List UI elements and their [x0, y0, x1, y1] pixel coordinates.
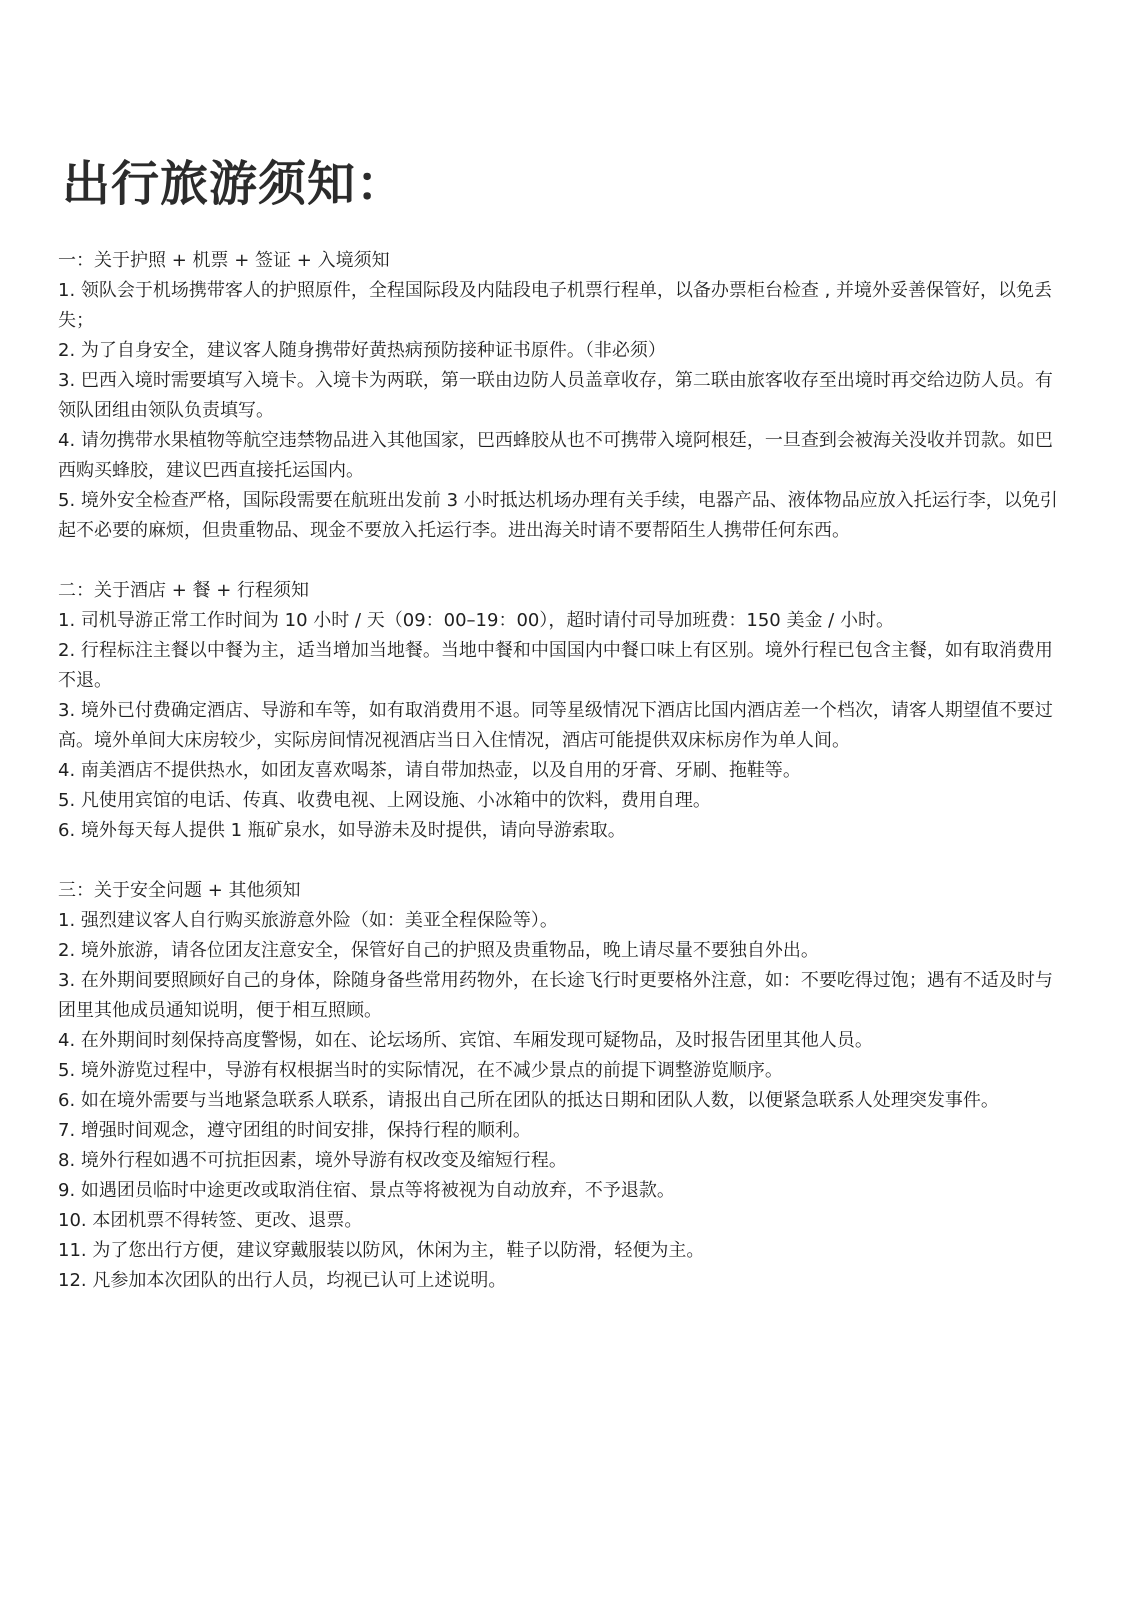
list-item: 1. 司机导游正常工作时间为 10 小时 / 天（09：00–19：00），超时请付司导加班费：150 美金 / 小时。	[58, 610, 894, 631]
list-item: 3. 在外期间要照顾好自己的身体，除随身备些常用药物外，在长途飞行时更要格外注意，如：不要吃得过饱；遇有不适及时与团里其他成员通知说明，便于相互照顾。	[58, 970, 1053, 1021]
section-heading: 二：关于酒店 + 餐 + 行程须知	[58, 580, 310, 601]
section-passport-ticket-visa	[58, 246, 1068, 546]
list-item: 7. 增强时间观念，遵守团组的时间安排，保持行程的顺利。	[58, 1120, 531, 1141]
notice-content	[58, 246, 1068, 1326]
list-item: 8. 境外行程如遇不可抗拒因素，境外导游有权改变及缩短行程。	[58, 1150, 567, 1171]
page-title: 出行旅游须知：	[62, 156, 406, 212]
section-heading: 一：关于护照 + 机票 + 签证 + 入境须知	[58, 250, 390, 271]
section-safety-other	[58, 876, 1068, 1296]
list-item: 4. 请勿携带水果植物等航空违禁物品进入其他国家，巴西蜂胶从也不可携带入境阿根廷，一旦查到会被海关没收并罚款。如巴西购买蜂胶，建议巴西直接托运国内。	[58, 430, 1053, 481]
list-item: 3. 境外已付费确定酒店、导游和车等，如有取消费用不退。同等星级情况下酒店比国内酒店差一个档次，请客人期望值不要过高。境外单间大床房较少，实际房间情况视酒店当日入住情况，酒店可能提供双床标房作为单人间。	[58, 700, 1053, 751]
list-item: 10. 本团机票不得转签、更改、退票。	[58, 1210, 363, 1231]
list-item: 4. 在外期间时刻保持高度警惕，如在、论坛场所、宾馆、车厢发现可疑物品，及时报告团里其他人员。	[58, 1030, 873, 1051]
list-item: 9. 如遇团员临时中途更改或取消住宿、景点等将被视为自动放弃，不予退款。	[58, 1180, 675, 1201]
list-item: 6. 境外每天每人提供 1 瓶矿泉水，如导游未及时提供，请向导游索取。	[58, 820, 626, 841]
list-item: 2. 为了自身安全，建议客人随身携带好黄热病预防接种证书原件。（非必须）	[58, 340, 666, 361]
list-item: 5. 境外安全检查严格，国际段需要在航班出发前 3 小时抵达机场办理有关手续，电器产品、液体物品应放入托运行李，以免引起不必要的麻烦，但贵重物品、现金不要放入托运行李。进出海关时请不要帮陌生人携带任何东西。	[58, 490, 1058, 541]
list-item: 2. 境外旅游，请各位团友注意安全，保管好自己的护照及贵重物品，晚上请尽量不要独自外出。	[58, 940, 819, 961]
section-hotel-meal-itinerary	[58, 576, 1068, 846]
list-item: 11. 为了您出行方便，建议穿戴服装以防风，休闲为主，鞋子以防滑，轻便为主。	[58, 1240, 705, 1261]
list-item: 4. 南美酒店不提供热水，如团友喜欢喝茶，请自带加热壶，以及自用的牙膏、牙刷、拖鞋等。	[58, 760, 801, 781]
list-item: 3. 巴西入境时需要填写入境卡。入境卡为两联，第一联由边防人员盖章收存，第二联由旅客收存至出境时再交给边防人员。有领队团组由领队负责填写。	[58, 370, 1053, 421]
list-item: 1. 领队会于机场携带客人的护照原件，全程国际段及内陆段电子机票行程单，以备办票柜台检查 , 并境外妥善保管好，以免丢失；	[58, 280, 1053, 331]
list-item: 1. 强烈建议客人自行购买旅游意外险（如：美亚全程保险等）。	[58, 910, 558, 931]
list-item: 2. 行程标注主餐以中餐为主，适当增加当地餐。当地中餐和中国国内中餐口味上有区别。境外行程已包含主餐，如有取消费用不退。	[58, 640, 1053, 691]
list-item: 5. 凡使用宾馆的电话、传真、收费电视、上网设施、小冰箱中的饮料，费用自理。	[58, 790, 711, 811]
list-item: 5. 境外游览过程中，导游有权根据当时的实际情况，在不减少景点的前提下调整游览顺序。	[58, 1060, 783, 1081]
list-item: 6. 如在境外需要与当地紧急联系人联系，请报出自己所在团队的抵达日期和团队人数，以便紧急联系人处理突发事件。	[58, 1090, 999, 1111]
section-heading: 三：关于安全问题 + 其他须知	[58, 880, 301, 901]
list-item: 12. 凡参加本次团队的出行人员，均视已认可上述说明。	[58, 1270, 507, 1291]
